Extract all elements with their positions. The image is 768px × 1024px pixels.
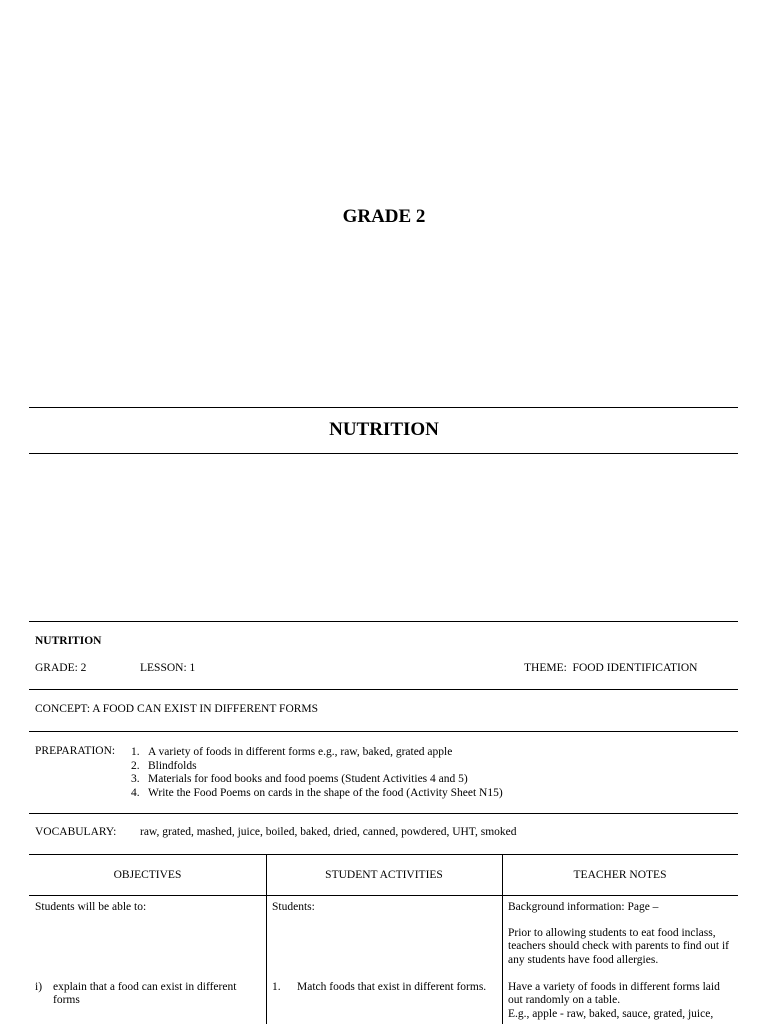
objective-text-line2: forms (53, 994, 80, 1006)
notes-variety-line3: E.g., apple - raw, baked, sauce, grated, juice, (508, 1008, 714, 1020)
preparation-item: 4. Write the Food Poems on cards in the shape of the food (Activity Sheet N15) (131, 786, 503, 799)
activity-number: 1. (272, 981, 281, 993)
preparation-item: 3. Materials for food books and food poems (Student Activities 4 and 5) (131, 773, 468, 785)
notes-variety-line1: Have a variety of foods in different forms laid (508, 981, 720, 993)
preparation-item: 2. Blindfolds (131, 759, 197, 772)
rule-before-table (29, 854, 738, 855)
lesson-concept: CONCEPT: A FOOD CAN EXIST IN DIFFERENT FORMS (35, 703, 319, 715)
notes-allergy-line1: Prior to allowing students to eat food inclass, (508, 927, 716, 939)
lesson-theme: THEME: FOOD IDENTIFICATION (524, 662, 698, 674)
notes-background: Background information: Page – (508, 901, 659, 913)
grade-title: GRADE 2 (342, 206, 426, 227)
rule-after-header (29, 689, 738, 690)
activity-text: Match foods that exist in different forms. (297, 981, 487, 993)
notes-allergy-line3: any students have food allergies. (508, 954, 659, 966)
divider-bottom (29, 453, 738, 454)
objective-text-line1: explain that a food can exist in different (53, 981, 237, 993)
lesson-top-rule (29, 621, 738, 622)
table-header-rule (29, 895, 738, 896)
rule-after-preparation (29, 813, 738, 814)
lesson-subject: NUTRITION (35, 635, 102, 647)
vocabulary-label: VOCABULARY: (35, 826, 117, 838)
header-objectives: OBJECTIVES (113, 869, 182, 881)
preparation-label: PREPARATION: (35, 745, 116, 757)
subject-title: NUTRITION (329, 419, 439, 440)
header-student-activities: STUDENT ACTIVITIES (325, 869, 443, 881)
rule-after-concept (29, 731, 738, 732)
header-teacher-notes: TEACHER NOTES (573, 869, 667, 881)
preparation-list (131, 746, 503, 800)
objectives-intro: Students will be able to: (35, 901, 147, 913)
lesson-number: LESSON: 1 (140, 662, 196, 674)
notes-variety-line2: out randomly on a table. (508, 994, 621, 1006)
notes-allergy-line2: teachers should check with parents to find out if (508, 940, 729, 952)
activities-intro: Students: (272, 901, 315, 913)
divider-top (29, 407, 738, 408)
objective-marker: i) (35, 981, 43, 993)
preparation-item: 1. A variety of foods in different forms e.g., raw, baked, grated apple (131, 746, 453, 758)
vocabulary-list: raw, grated, mashed, juice, boiled, baked, dried, canned, powdered, UHT, smoked (140, 826, 517, 838)
lesson-grade: GRADE: 2 (35, 662, 87, 674)
